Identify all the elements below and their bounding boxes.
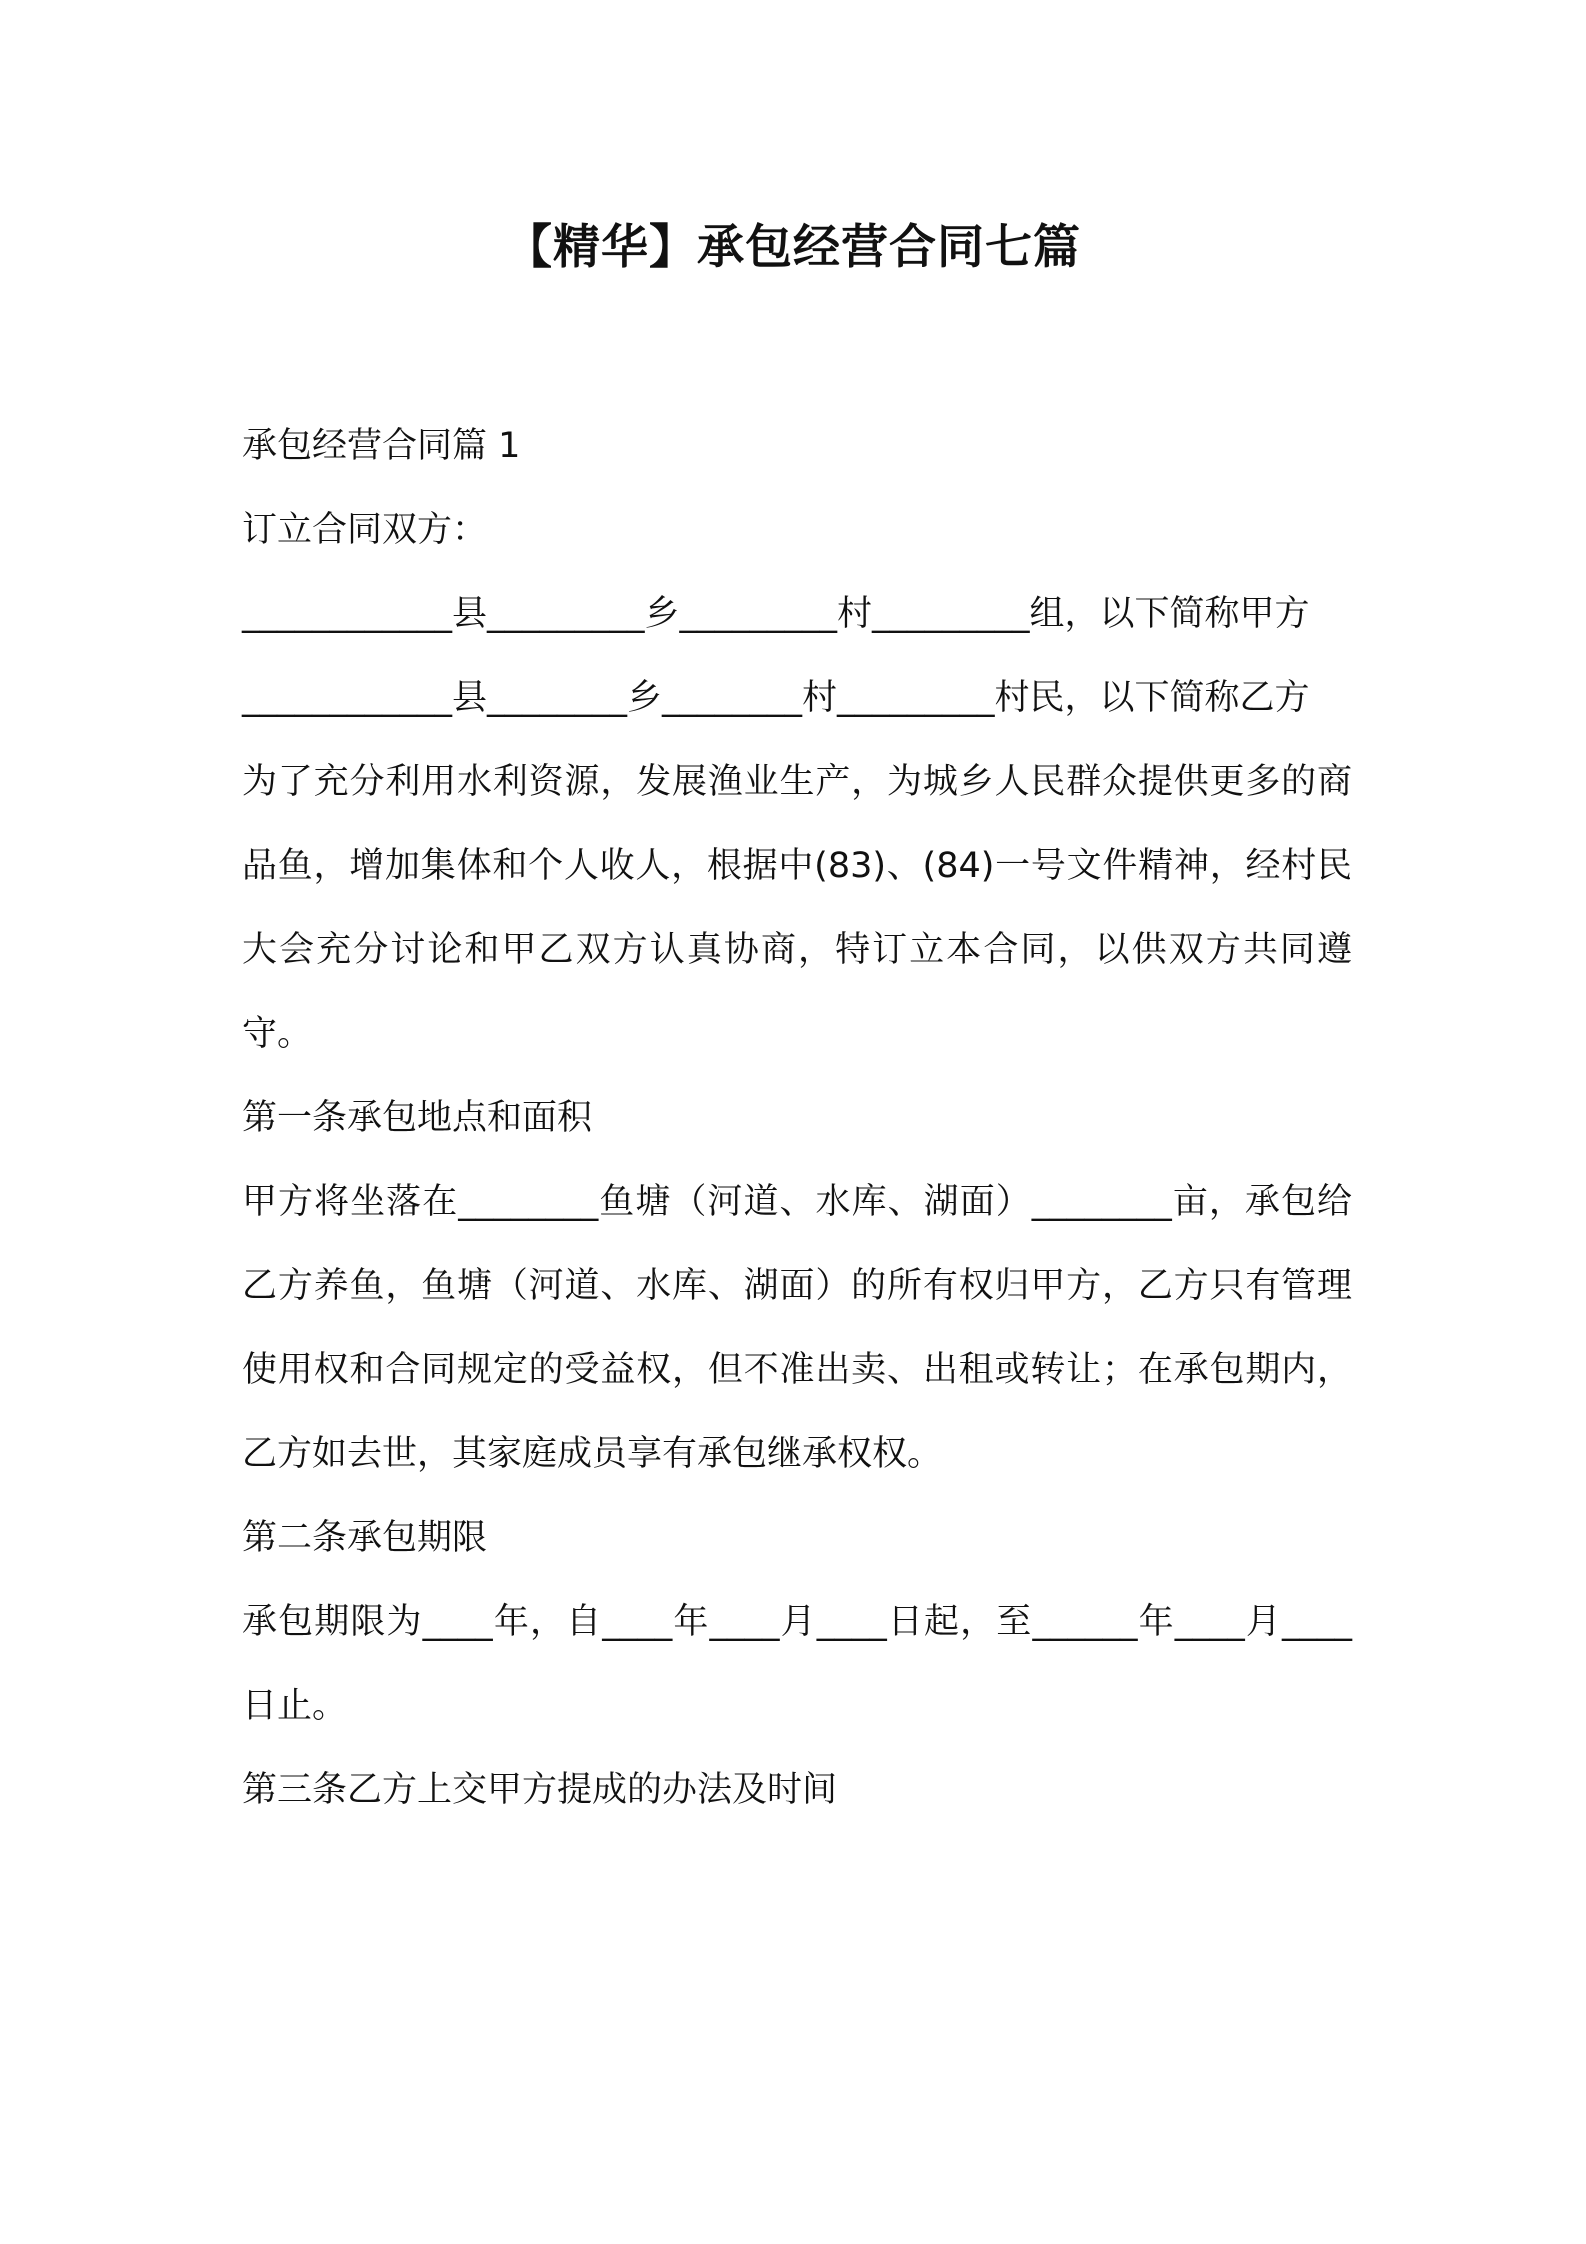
- paragraph-party-b: ____________县________乡________村_________村民，以下简称乙方: [242, 678, 1310, 718]
- document-body: [242, 404, 1352, 1832]
- article-heading: 第一条承包地点和面积: [242, 1098, 593, 1138]
- article-heading: 第三条乙方上交甲方提成的办法及时间: [242, 1770, 838, 1810]
- article-heading: 第二条承包期限: [242, 1518, 488, 1558]
- paragraph: 订立合同双方：: [242, 510, 488, 550]
- paragraph-party-a: ____________县_________乡_________村_________组，以下简称甲方: [242, 594, 1310, 634]
- section-heading: 承包经营合同篇 1: [242, 426, 521, 466]
- paragraph: 承包期限为____年，自____年____月____日起，至______年____月____日止。: [242, 1602, 1352, 1726]
- paragraph-preamble: 为了充分利用水利资源，发展渔业生产，为城乡人民群众提供更多的商品鱼，增加集体和个人收人，根据中(83)、(84)一号文件精神，经村民大会充分讨论和甲乙双方认真协商，特订立本合同，以供双方共同遵守。: [242, 762, 1352, 1054]
- paragraph: 甲方将坐落在________鱼塘（河道、水库、湖面）________亩，承包给乙方养鱼，鱼塘（河道、水库、湖面）的所有权归甲方，乙方只有管理使用权和合同规定的受益权，但不准出卖、出租或转让；在承包期内，乙方如去世，其家庭成员享有承包继承权权。: [242, 1182, 1352, 1474]
- document-title: 【精华】承包经营合同七篇: [505, 220, 1081, 275]
